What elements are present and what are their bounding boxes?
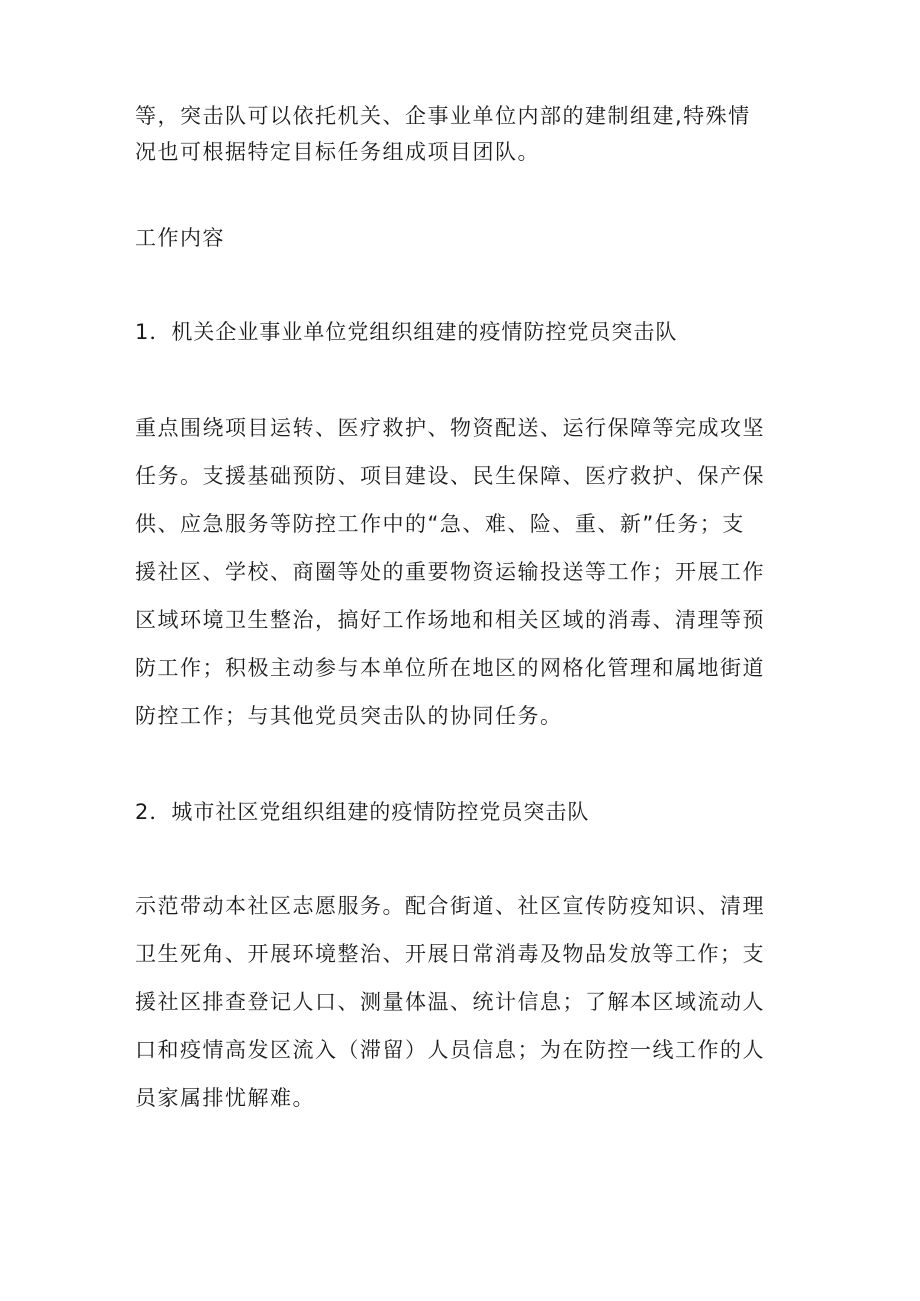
- item-2-line-5: 员家属排忧解难。: [135, 1086, 315, 1110]
- item-1-line-7: 防控工作；与其他党员突击队的协同任务。: [135, 704, 563, 728]
- intro-line-1: 等，突击队可以依托机关、企事业单位内部的建制组建,特殊情: [135, 104, 751, 128]
- item-1-line-1: 重点围绕项目运转、医疗救护、物资配送、运行保障等完成攻坚: [135, 416, 765, 440]
- item-2-line-2: 卫生死角、开展环境整治、开展日常消毒及物品发放等工作；支: [135, 942, 765, 966]
- item-1-line-3: 供、应急服务等防控工作中的“急、难、险、重、新”任务；支: [135, 512, 745, 536]
- item-1-line-2: 任务。支援基础预防、项目建设、民生保障、医疗救护、保产保: [135, 464, 765, 488]
- section-title: 工作内容: [135, 226, 225, 250]
- intro-line-2: 况也可根据特定目标任务组成项目团队。: [135, 140, 540, 164]
- item-1-line-4: 援社区、学校、商圈等处的重要物资运输投送等工作；开展工作: [135, 560, 765, 584]
- item-2-heading: 2．城市社区党组织组建的疫情防控党员突击队: [135, 800, 590, 824]
- item-2-line-3: 援社区排查登记人口、测量体温、统计信息；了解本区域流动人: [135, 990, 765, 1014]
- item-1-line-6: 防工作；积极主动参与本单位所在地区的网格化管理和属地街道: [135, 656, 765, 680]
- item-2-line-1: 示范带动本社区志愿服务。配合街道、社区宣传防疫知识、清理: [135, 894, 765, 918]
- item-1-heading: 1．机关企业事业单位党组织组建的疫情防控党员突击队: [135, 320, 678, 344]
- item-2-line-4: 口和疫情高发区流入（滞留）人员信息；为在防控一线工作的人: [135, 1038, 765, 1062]
- item-1-line-5: 区域环境卫生整治，搞好工作场地和相关区域的消毒、清理等预: [135, 608, 765, 632]
